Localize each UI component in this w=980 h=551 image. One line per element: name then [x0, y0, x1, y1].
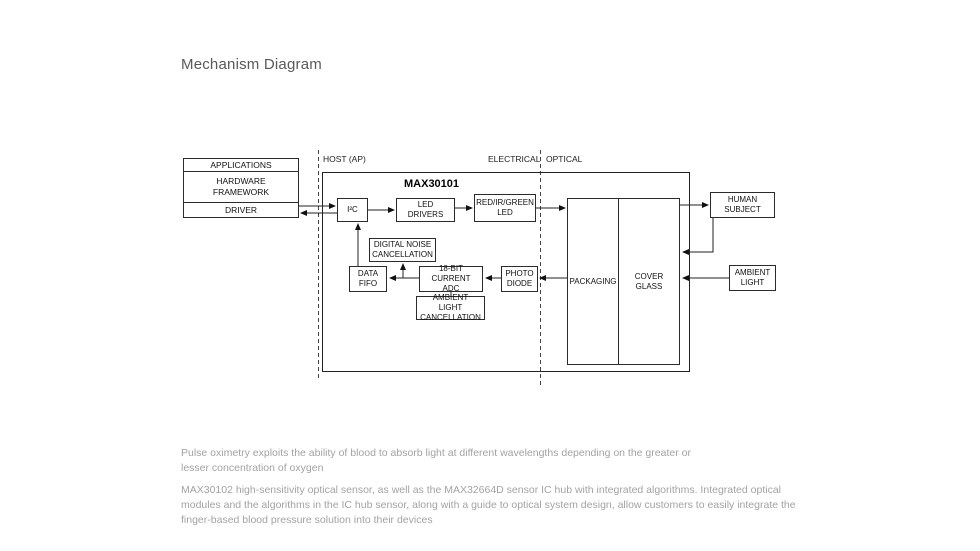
- node-ambient-light: [729, 265, 776, 291]
- node-human-subject: [710, 192, 775, 218]
- node-i2c: [337, 198, 368, 222]
- host-region-label: HOST (AP): [323, 154, 366, 164]
- node-label: I²C: [347, 205, 358, 214]
- node-applications: [183, 158, 299, 172]
- node-hardware-framework: [183, 171, 299, 203]
- caption-paragraph-1: Pulse oximetry exploits the ability of blood to absorb light at different wavelengths depending on the greater or lesser concentration of oxygen: [181, 447, 691, 474]
- node-label: 18-BIT CURRENT ADC: [431, 264, 471, 293]
- node-label: DATA FIFO: [357, 269, 379, 288]
- node-label: AMBIENT LIGHT: [734, 268, 771, 287]
- node-label: APPLICATIONS: [210, 159, 272, 170]
- caption-paragraph-2: MAX30102 high-sensitivity optical sensor, as well as the MAX32664D sensor IC hub with integrated algorithms. Integrated optical modules and the algorithms in the IC hub sensor, along with a guide to optical system design, allow customers to easily integrate the finger-based blood pressure solution into their devices: [181, 484, 796, 526]
- node-label: HUMAN SUBJECT: [724, 195, 761, 214]
- node-digital-noise-cancellation: [369, 238, 436, 262]
- node-label: AMBIENT LIGHT CANCELLATION: [420, 293, 481, 322]
- chip-label: MAX30101: [404, 178, 460, 190]
- node-label: HARDWARE FRAMEWORK: [212, 176, 270, 197]
- node-packaging: [567, 198, 619, 365]
- node-photo-diode: [501, 266, 538, 292]
- node-label: RED/IR/GREEN LED: [476, 198, 534, 217]
- node-data-fifo: [349, 266, 387, 292]
- node-label: DRIVER: [224, 204, 258, 215]
- node-led-drivers: [396, 198, 455, 222]
- node-label: COVER GLASS: [634, 271, 664, 291]
- node-cover-glass: [618, 198, 680, 365]
- node-ambient-light-cancellation: [416, 293, 485, 322]
- node-18bit-current-adc: [419, 266, 483, 292]
- node-label: PHOTO DIODE: [505, 269, 534, 288]
- node-label: PACKAGING: [569, 276, 617, 286]
- node-label: LED DRIVERS: [407, 200, 444, 219]
- node-red-ir-green-led: [474, 194, 536, 222]
- optical-region-label: OPTICAL: [546, 154, 583, 164]
- page-title: Mechanism Diagram: [181, 56, 322, 73]
- node-driver: [183, 202, 299, 218]
- electrical-region-label: ELECTRICAL: [488, 154, 541, 164]
- node-label: DIGITAL NOISE CANCELLATION: [372, 240, 433, 259]
